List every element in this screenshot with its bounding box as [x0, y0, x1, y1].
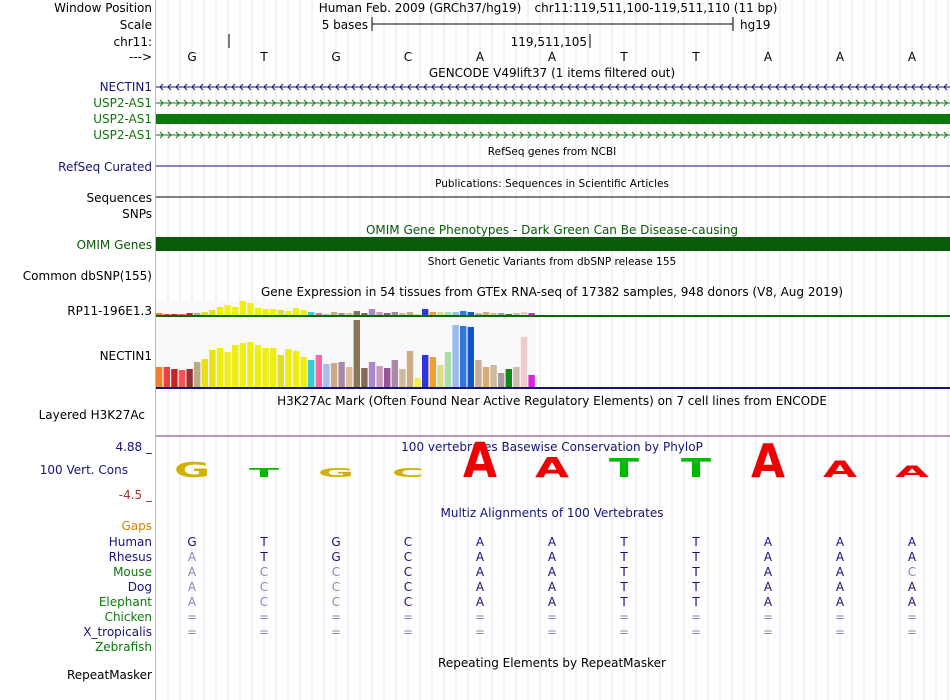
- gtex-tissue-bar[interactable]: [414, 378, 420, 387]
- gencode-feature[interactable]: [156, 100, 950, 106]
- gtex-tissue-bar[interactable]: [445, 312, 451, 315]
- alignment-base: C: [331, 580, 341, 594]
- alignment-base: A: [547, 595, 557, 609]
- gtex-tissue-bar[interactable]: [270, 348, 276, 387]
- gtex-tissue-bar[interactable]: [521, 312, 527, 315]
- multiz-alignment[interactable]: [187, 535, 917, 639]
- gtex-tissue-bar[interactable]: [407, 312, 413, 315]
- alignment-base: =: [618, 625, 630, 639]
- gtex-tissue-bar[interactable]: [346, 313, 352, 315]
- alignment-base: A: [763, 580, 773, 594]
- h3k27ac-title: H3K27Ac Mark (Often Found Near Active Regulatory Elements) on 7 cell lines from ENCODE: [277, 394, 827, 408]
- reference-bases: [187, 50, 917, 64]
- gtex-tissue-bar[interactable]: [164, 367, 170, 387]
- omim-title: OMIM Gene Phenotypes - Dark Green Can Be Disease-causing: [365, 223, 739, 237]
- track-label-repeatmasker[interactable]: RepeatMasker: [66, 668, 152, 682]
- gtex-tissue-bar[interactable]: [437, 312, 443, 315]
- gtex-tissue-bar[interactable]: [278, 355, 284, 387]
- phylop-base-glyph: T: [680, 452, 712, 484]
- alignment-base: A: [547, 535, 557, 549]
- phylop-base-glyph: A: [822, 457, 858, 483]
- alignment-base: A: [475, 550, 485, 564]
- alignment-base: A: [907, 535, 917, 549]
- alignment-base: C: [907, 565, 917, 579]
- alignment-base: =: [330, 610, 342, 624]
- gtex-tissue-bar[interactable]: [217, 348, 223, 387]
- reference-base: C: [403, 50, 413, 64]
- reference-base: T: [620, 50, 628, 64]
- gencode-feature[interactable]: [156, 114, 950, 124]
- gtex-tissue-bar[interactable]: [179, 314, 185, 315]
- reference-base: G: [187, 50, 197, 64]
- gtex-tissue-bar[interactable]: [331, 363, 337, 387]
- gtex-tissue-bar[interactable]: [437, 365, 443, 387]
- chrom-label: chr11:: [113, 35, 152, 49]
- gtex-tissue-bar[interactable]: [202, 312, 208, 315]
- gtex-tissue-bar[interactable]: [217, 307, 223, 315]
- species-label[interactable]: Human: [108, 535, 152, 549]
- alignment-base: A: [763, 595, 773, 609]
- phylop-base-glyph: G: [173, 458, 211, 483]
- alignment-base: =: [474, 625, 486, 639]
- gtex-tissue-bar[interactable]: [232, 307, 238, 315]
- gtex-tissue-bar[interactable]: [308, 312, 314, 315]
- gtex-tissue-bar[interactable]: [384, 368, 390, 387]
- gtex-tissue-bar[interactable]: [392, 360, 398, 387]
- gtex-tissue-bar[interactable]: [399, 313, 405, 315]
- track-label-omim[interactable]: OMIM Genes: [76, 238, 152, 252]
- alignment-base: A: [835, 550, 845, 564]
- alignment-base: A: [475, 565, 485, 579]
- track-label-usp2-as1-2[interactable]: USP2-AS1: [93, 112, 152, 126]
- alignment-base: T: [692, 595, 700, 609]
- gtex-tissue-bar[interactable]: [506, 369, 512, 387]
- phylop-title: 100 vertebrates Basewise Conservation by PhyloP: [401, 440, 703, 454]
- alignment-base: =: [834, 610, 846, 624]
- species-label[interactable]: Rhesus: [108, 550, 152, 564]
- gtex-tissue-bar[interactable]: [376, 312, 382, 315]
- gtex-tissue-bar[interactable]: [384, 313, 390, 315]
- phylop-base-glyph: C: [391, 465, 425, 480]
- alignment-base: =: [834, 625, 846, 639]
- gtex-tissue-bar[interactable]: [430, 357, 436, 387]
- gtex-tissue-bar[interactable]: [300, 310, 306, 315]
- alignment-base: =: [402, 610, 414, 624]
- refseq-title: RefSeq genes from NCBI: [487, 146, 617, 158]
- repeatmasker-title: Repeating Elements by RepeatMasker: [438, 656, 666, 670]
- alignment-base: =: [690, 625, 702, 639]
- gtex-tissue-bar[interactable]: [414, 314, 420, 315]
- dbsnp-title: Short Genetic Variants from dbSNP release 155: [427, 256, 677, 268]
- gtex-tissue-bar[interactable]: [445, 352, 451, 387]
- track-label-nectin1[interactable]: NECTIN1: [99, 80, 152, 94]
- gtex-tissue-bar[interactable]: [430, 312, 436, 315]
- gtex-tissue-bar[interactable]: [171, 369, 177, 387]
- alignment-base: C: [403, 595, 413, 609]
- species-label[interactable]: Dog: [127, 580, 152, 594]
- alignment-base: A: [187, 550, 197, 564]
- alignment-base: T: [692, 565, 700, 579]
- gtex-tissue-bar[interactable]: [240, 343, 246, 387]
- alignment-base: C: [403, 565, 413, 579]
- gtex-tissue-bar[interactable]: [498, 313, 504, 315]
- gtex-tissue-bar[interactable]: [293, 308, 299, 315]
- alignment-base: =: [762, 610, 774, 624]
- alignment-base: C: [259, 595, 269, 609]
- gtex-tissue-bar[interactable]: [506, 314, 512, 315]
- gtex-tissue-bar[interactable]: [399, 369, 405, 387]
- alignment-base: A: [475, 580, 485, 594]
- coord-mid-text: 119,511,105: [510, 35, 587, 49]
- gtex-tissue-bar[interactable]: [468, 312, 474, 315]
- species-label[interactable]: Mouse: [113, 565, 152, 579]
- gtex-tissue-bar[interactable]: [468, 327, 474, 387]
- alignment-base: A: [187, 595, 197, 609]
- alignment-base: T: [692, 580, 700, 594]
- gtex-tissue-bar[interactable]: [422, 355, 428, 387]
- phylop-max-label: 4.88 _: [115, 440, 152, 454]
- gtex-tissue-bar[interactable]: [255, 345, 261, 387]
- alignment-base: T: [692, 550, 700, 564]
- track-label-gtex-rp11[interactable]: RP11-196E1.3: [67, 304, 152, 318]
- species-labels: [83, 535, 152, 654]
- gtex-tissue-bar[interactable]: [270, 309, 276, 315]
- gtex-tissue-bar[interactable]: [361, 313, 367, 315]
- gtex-tissue-bar[interactable]: [354, 320, 360, 387]
- gtex-tissue-bar[interactable]: [369, 309, 375, 315]
- gtex-tissue-bar[interactable]: [354, 311, 360, 315]
- gtex-tissue-bar[interactable]: [323, 364, 329, 387]
- alignment-base: A: [835, 580, 845, 594]
- gtex-tissue-bar[interactable]: [407, 351, 413, 387]
- gtex-tissue-bar[interactable]: [346, 367, 352, 387]
- gtex-tissue-bar[interactable]: [483, 367, 489, 387]
- alignment-base: T: [620, 580, 628, 594]
- alignment-base: G: [331, 550, 341, 564]
- gtex-tissue-bar[interactable]: [285, 311, 291, 315]
- gtex-tissue-bar[interactable]: [475, 360, 481, 387]
- gtex-tissue-bar[interactable]: [179, 370, 185, 387]
- alignment-base: T: [260, 535, 268, 549]
- gtex-tissue-bar[interactable]: [171, 314, 177, 315]
- alignment-base: A: [835, 535, 845, 549]
- track-label-phylop[interactable]: 100 Vert. Cons: [39, 463, 128, 477]
- gtex-tissue-bar[interactable]: [361, 368, 367, 387]
- position-text: chr11:119,511,100-119,511,110 (11 bp): [534, 1, 778, 15]
- gtex-tissue-bar[interactable]: [209, 350, 215, 387]
- alignment-base: =: [690, 610, 702, 624]
- gtex-tissue-bar[interactable]: [247, 342, 253, 387]
- alignment-base: =: [258, 625, 270, 639]
- gtex-tissue-bar[interactable]: [202, 359, 208, 387]
- phylop-base-glyph: A: [750, 434, 786, 489]
- gtex-tissue-bar[interactable]: [392, 312, 398, 315]
- gtex-tissue-bar[interactable]: [316, 313, 322, 315]
- phylop-base-glyph: A: [534, 451, 570, 484]
- alignment-base: T: [620, 595, 628, 609]
- alignment-base: A: [547, 565, 557, 579]
- gtex-tissue-bar[interactable]: [528, 375, 534, 387]
- phylop-base-glyph: G: [317, 465, 355, 480]
- gtex-tissue-bar[interactable]: [300, 357, 306, 387]
- alignment-base: A: [187, 580, 197, 594]
- alignment-base: A: [763, 535, 773, 549]
- publications-title: Publications: Sequences in Scientific Articles: [435, 178, 669, 190]
- alignment-base: A: [763, 550, 773, 564]
- gtex-tissue-bar[interactable]: [452, 325, 458, 387]
- gtex-tissue-bar[interactable]: [369, 362, 375, 387]
- gtex-nectin1-bars[interactable]: [156, 319, 536, 387]
- phylop-min-label: -4.5 _: [118, 488, 152, 502]
- gtex-tissue-bar[interactable]: [490, 313, 496, 315]
- gtex-tissue-bar[interactable]: [194, 362, 200, 387]
- gtex-tissue-bar[interactable]: [521, 337, 527, 387]
- alignment-base: T: [620, 550, 628, 564]
- alignment-base: C: [403, 535, 413, 549]
- alignment-base: =: [186, 625, 198, 639]
- omim-feature[interactable]: [156, 237, 950, 251]
- track-label-sequences[interactable]: Sequences: [86, 191, 152, 205]
- reference-base: A: [547, 50, 557, 64]
- reference-base: A: [475, 50, 485, 64]
- species-label[interactable]: Zebrafish: [95, 640, 152, 654]
- track-label-dbsnp[interactable]: Common dbSNP(155): [22, 269, 152, 283]
- alignment-base: =: [186, 610, 198, 624]
- alignment-base: =: [906, 610, 918, 624]
- gtex-tissue-bar[interactable]: [232, 345, 238, 387]
- alignment-base: =: [762, 625, 774, 639]
- gtex-tissue-bar[interactable]: [156, 313, 162, 315]
- track-label-usp2-as1-1[interactable]: USP2-AS1: [93, 96, 152, 110]
- species-label[interactable]: Elephant: [98, 595, 152, 609]
- gtex-tissue-bar[interactable]: [483, 312, 489, 315]
- alignment-base: A: [547, 550, 557, 564]
- gtex-tissue-bar[interactable]: [331, 312, 337, 315]
- reference-base: A: [763, 50, 773, 64]
- phylop-base-glyph: A: [894, 462, 930, 481]
- gtex-tissue-bar[interactable]: [528, 313, 534, 315]
- alignment-base: =: [546, 625, 558, 639]
- gencode-tracks[interactable]: [156, 84, 950, 138]
- alignment-base: C: [259, 565, 269, 579]
- reference-base: T: [692, 50, 700, 64]
- alignment-base: =: [546, 610, 558, 624]
- alignment-base: C: [403, 580, 413, 594]
- gtex-tissue-bar[interactable]: [338, 313, 344, 315]
- phylop-base-glyph: A: [462, 432, 498, 489]
- track-label-gtex-nectin1[interactable]: NECTIN1: [99, 349, 152, 363]
- gtex-tissue-bar[interactable]: [513, 367, 519, 387]
- alignment-base: T: [620, 535, 628, 549]
- multiz-title: Multiz Alignments of 100 Vertebrates: [440, 506, 664, 520]
- track-label-h3k27ac[interactable]: Layered H3K27Ac: [38, 408, 145, 422]
- alignment-base: A: [475, 595, 485, 609]
- alignment-base: A: [835, 565, 845, 579]
- gtex-tissue-bar[interactable]: [209, 310, 215, 315]
- gtex-tissue-bar[interactable]: [224, 305, 230, 315]
- alignment-base: =: [474, 610, 486, 624]
- alignment-base: C: [403, 550, 413, 564]
- gtex-tissue-bar[interactable]: [460, 311, 466, 315]
- track-label-snps[interactable]: SNPs: [122, 207, 152, 221]
- alignment-base: A: [763, 565, 773, 579]
- alignment-base: A: [907, 595, 917, 609]
- gtex-tissue-bar[interactable]: [498, 373, 504, 387]
- gtex-tissue-bar[interactable]: [164, 314, 170, 315]
- alignment-base: G: [331, 535, 341, 549]
- track-label-refseq[interactable]: RefSeq Curated: [58, 160, 152, 174]
- db-text: hg19: [740, 18, 771, 32]
- gtex-tissue-bar[interactable]: [156, 367, 162, 387]
- gtex-tissue-bar[interactable]: [186, 313, 192, 315]
- window-position-label: Window Position: [54, 1, 152, 15]
- gtex-title: Gene Expression in 54 tissues from GTEx RNA-seq of 17382 samples, 948 donors (V8, Aug 2019): [260, 285, 844, 299]
- assembly-name: Human Feb. 2009 (GRCh37/hg19): [318, 1, 522, 15]
- reference-base: G: [331, 50, 341, 64]
- alignment-base: G: [187, 535, 197, 549]
- gtex-tissue-bar[interactable]: [475, 313, 481, 315]
- alignment-base: =: [618, 610, 630, 624]
- gtex-tissue-bar[interactable]: [262, 348, 268, 387]
- gencode-exon: [156, 114, 950, 124]
- gtex-tissue-bar[interactable]: [513, 313, 519, 315]
- gtex-tissue-bar[interactable]: [255, 308, 261, 315]
- gtex-tissue-bar[interactable]: [460, 326, 466, 387]
- gtex-tissue-bar[interactable]: [316, 355, 322, 387]
- reference-base: T: [260, 50, 268, 64]
- gtex-rp11-bars[interactable]: [156, 301, 536, 315]
- alignment-base: A: [835, 595, 845, 609]
- alignment-base: =: [258, 610, 270, 624]
- species-label[interactable]: Chicken: [104, 610, 152, 624]
- alignment-base: A: [907, 550, 917, 564]
- reference-base: A: [835, 50, 845, 64]
- alignment-base: =: [402, 625, 414, 639]
- strand-label: --->: [128, 50, 152, 64]
- gtex-tissue-bar[interactable]: [323, 314, 329, 315]
- gtex-tissue-bar[interactable]: [186, 369, 192, 387]
- alignment-base: =: [330, 625, 342, 639]
- gtex-tissue-bar[interactable]: [422, 309, 428, 315]
- gtex-tissue-bar[interactable]: [308, 360, 314, 387]
- phylop-base-glyph: T: [608, 452, 640, 484]
- gtex-tissue-bar[interactable]: [452, 312, 458, 315]
- alignment-base: T: [620, 565, 628, 579]
- track-label-gaps: Gaps: [121, 519, 152, 533]
- phylop-base-glyph: T: [248, 465, 280, 480]
- alignment-base: A: [187, 565, 197, 579]
- alignment-base: C: [259, 580, 269, 594]
- alignment-base: =: [906, 625, 918, 639]
- gtex-tissue-bar[interactable]: [278, 310, 284, 315]
- gtex-tissue-bar[interactable]: [240, 301, 246, 315]
- reference-base: A: [907, 50, 917, 64]
- alignment-base: A: [475, 535, 485, 549]
- gtex-tissue-bar[interactable]: [293, 351, 299, 387]
- gtex-tissue-bar[interactable]: [490, 365, 496, 387]
- track-label-usp2-as1-3[interactable]: USP2-AS1: [93, 128, 152, 142]
- alignment-base: A: [547, 580, 557, 594]
- gencode-feature[interactable]: [156, 132, 950, 138]
- gtex-tissue-bar[interactable]: [224, 352, 230, 387]
- alignment-base: T: [692, 535, 700, 549]
- gtex-tissue-bar[interactable]: [338, 362, 344, 387]
- gtex-tissue-bar[interactable]: [285, 349, 291, 387]
- scale-text: 5 bases: [321, 18, 368, 32]
- alignment-base: C: [331, 565, 341, 579]
- gencode-title: GENCODE V49lift37 (1 items filtered out): [428, 66, 676, 80]
- gtex-tissue-bar[interactable]: [262, 309, 268, 315]
- alignment-base: A: [907, 580, 917, 594]
- gencode-feature[interactable]: [156, 84, 950, 90]
- gtex-tissue-bar[interactable]: [247, 303, 253, 315]
- gtex-tissue-bar[interactable]: [194, 313, 200, 315]
- species-label[interactable]: X_tropicalis: [83, 625, 152, 639]
- gtex-tissue-bar[interactable]: [376, 366, 382, 387]
- alignment-base: T: [260, 550, 268, 564]
- scale-label: Scale: [119, 18, 152, 32]
- alignment-base: C: [331, 595, 341, 609]
